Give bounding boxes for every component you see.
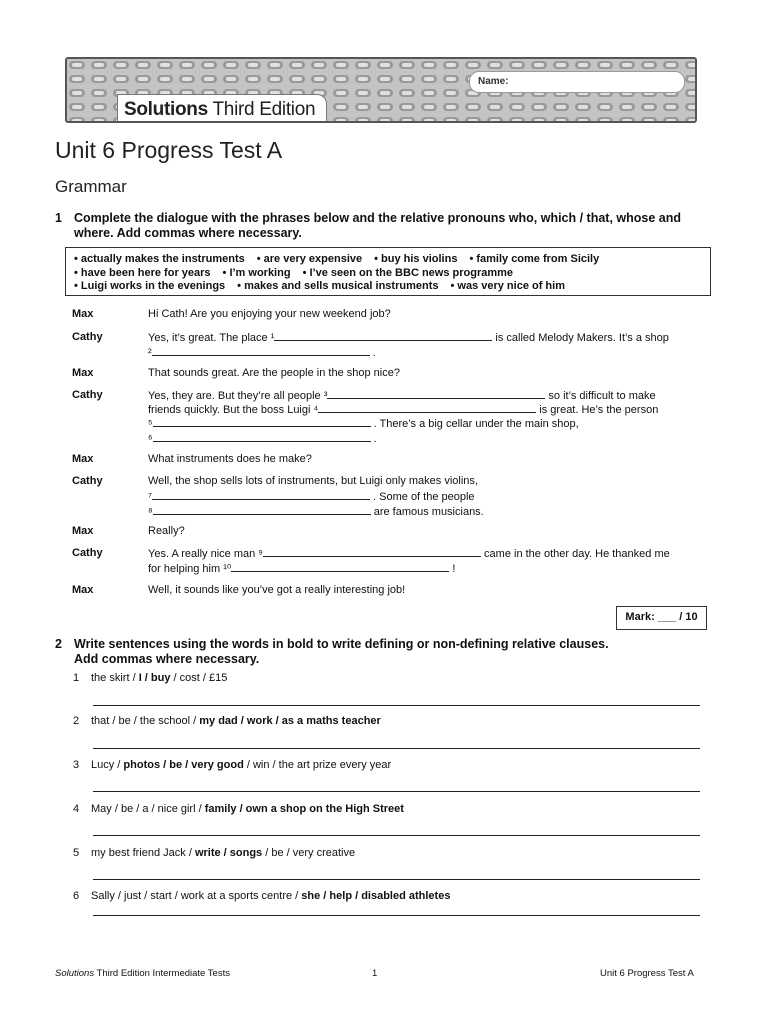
prompt-text: May / be / a / nice girl / family / own a shop on the High Street (91, 803, 404, 815)
phrase-row: • Luigi works in the evenings • makes and sells musical instruments • was very nice of him (74, 280, 565, 292)
answer-line-6[interactable] (93, 915, 700, 916)
item-number: 5 (73, 847, 80, 859)
answer-line-5[interactable] (93, 879, 700, 880)
answer-blank-3[interactable] (327, 388, 545, 399)
mark-box: Mark: ___ / 10 (616, 606, 707, 630)
dialogue-line: Really? (148, 525, 185, 537)
question-1-instruction: Complete the dialogue with the phrases below and the relative pronouns who, which / that, whose and where. Add commas where necessary. (74, 211, 682, 240)
answer-blank-9[interactable] (263, 546, 481, 557)
dialogue-line: for helping him ¹⁰ ! (148, 563, 456, 575)
answer-line-4[interactable] (93, 835, 700, 836)
speaker-label: Max (72, 525, 94, 537)
speaker-label: Max (72, 584, 94, 596)
dialogue-line: ⁶ . (148, 433, 377, 445)
dialogue-line: ⁷ . Some of the people (148, 491, 475, 503)
dialogue-line: Yes. A really nice man ⁹ came in the other day. He thanked me (148, 548, 670, 560)
brand-tab (117, 94, 327, 123)
dialogue-line: ² . (148, 347, 376, 359)
item-number: 6 (73, 890, 80, 902)
speaker-label: Cathy (72, 389, 103, 401)
item-number: 4 (73, 803, 80, 815)
answer-blank-10[interactable] (231, 561, 449, 572)
question-2-number: 2 (55, 637, 62, 651)
answer-blank-5[interactable] (153, 416, 371, 427)
speaker-label: Cathy (72, 547, 103, 559)
question-2-instruction: Write sentences using the words in bold to write defining or non-defining relative clauses. Add commas where necessary. (74, 637, 609, 666)
dialogue-line: Yes, it’s great. The place ¹ is called Melody Makers. It’s a shop (148, 332, 669, 344)
question-1-number: 1 (55, 211, 62, 225)
dialogue-line: What instruments does he make? (148, 453, 312, 465)
brand-logo: Solutions Third Edition (124, 99, 316, 120)
phrase-row: • have been here for years • I’m working • I’ve seen on the BBC news programme (74, 266, 514, 279)
answer-blank-8[interactable] (153, 504, 371, 515)
page-number: 1 (372, 968, 378, 979)
name-label: Name: (478, 76, 509, 87)
footer-left: Solutions Third Edition Intermediate Tests (55, 968, 230, 979)
dialogue-line: Yes, they are. But they’re all people ³ so it’s difficult to make (148, 390, 656, 402)
prompt-text: the skirt / I / buy / cost / £15 (91, 672, 228, 684)
speaker-label: Max (72, 453, 94, 465)
answer-line-2[interactable] (93, 748, 700, 749)
prompt-text: Lucy / photos / be / very good / win / the art prize every year (91, 759, 392, 771)
phrase-row: • actually makes the instruments • are very expensive • buy his violins • family come from Sicily (74, 253, 600, 265)
answer-blank-6[interactable] (153, 431, 371, 442)
section-heading: Grammar (55, 177, 127, 196)
dialogue-line: friends quickly. But the boss Luigi ⁴ is great. He’s the person (148, 404, 659, 416)
item-number: 1 (73, 672, 80, 684)
prompt-text: my best friend Jack / write / songs / be / very creative (91, 847, 356, 859)
footer-right: Unit 6 Progress Test A (600, 968, 694, 979)
phrase-box (65, 247, 711, 296)
answer-blank-1[interactable] (274, 330, 492, 341)
dialogue-line: ⁵ . There’s a big cellar under the main shop, (148, 418, 579, 430)
prompt-text: that / be / the school / my dad / work / as a maths teacher (91, 715, 381, 727)
header-banner (65, 57, 697, 123)
dialogue-line: Well, the shop sells lots of instruments, but Luigi only makes violins, (148, 475, 478, 487)
name-field[interactable] (469, 71, 685, 93)
speaker-label: Max (72, 367, 94, 379)
speaker-label: Cathy (72, 475, 103, 487)
answer-line-3[interactable] (93, 791, 700, 792)
answer-blank-2[interactable] (152, 345, 370, 356)
dialogue-line: ⁸ are famous musicians. (148, 506, 484, 518)
speaker-label: Cathy (72, 331, 103, 343)
answer-line-1[interactable] (93, 705, 700, 706)
item-number: 3 (73, 759, 80, 771)
answer-blank-4[interactable] (318, 402, 536, 413)
speaker-label: Max (72, 308, 94, 320)
prompt-text: Sally / just / start / work at a sports centre / she / help / disabled athletes (91, 890, 451, 902)
page-title: Unit 6 Progress Test A (55, 137, 283, 163)
answer-blank-7[interactable] (152, 489, 370, 500)
dialogue-line: Hi Cath! Are you enjoying your new weekend job? (148, 308, 391, 320)
item-number: 2 (73, 715, 80, 727)
dialogue-line: That sounds great. Are the people in the shop nice? (148, 367, 400, 379)
dialogue-line: Well, it sounds like you’ve got a really interesting job! (148, 584, 406, 596)
